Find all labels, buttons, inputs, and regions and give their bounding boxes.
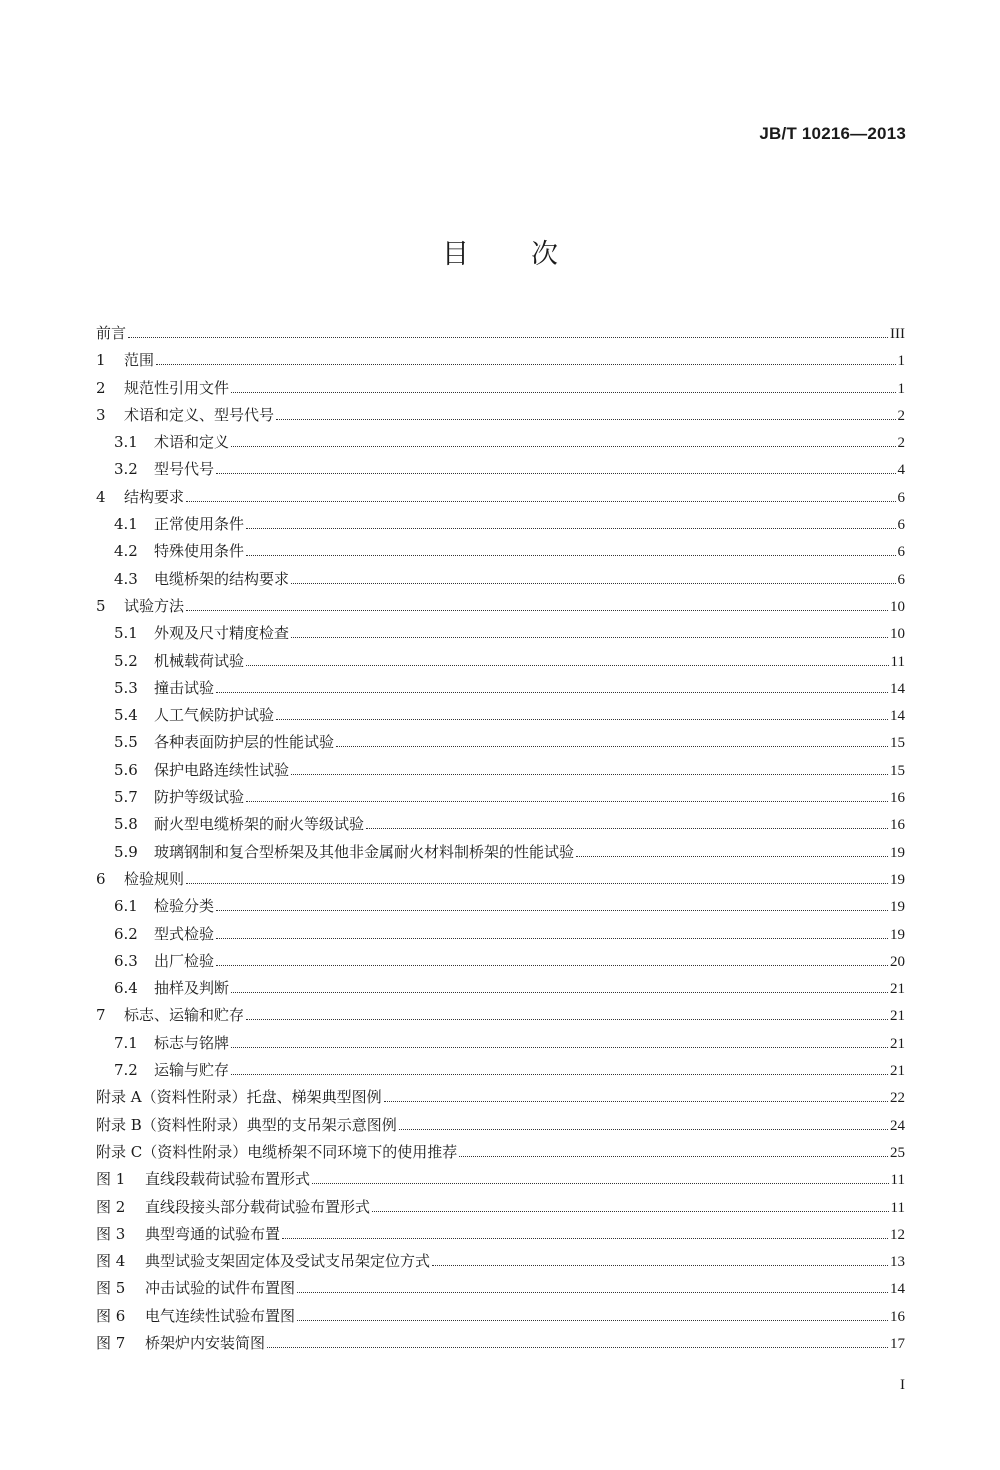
entry-page-number: 6 [897,489,905,506]
toc-entry[interactable] [96,702,905,729]
toc-entry[interactable] [96,948,905,975]
entry-label: 玻璃钢制和复合型桥架及其他非金属耐火材料制桥架的性能试验 [154,842,575,861]
page-number: I [900,1377,905,1393]
entry-number: 7.1 [114,1033,138,1052]
entry-page-number: 14 [890,708,905,725]
entry-page-number: 13 [890,1254,905,1271]
entry-label: 术语和定义、型号代号 [124,405,275,424]
entry-number: 5.3 [114,678,138,697]
dot-leader [366,828,888,829]
dot-leader [576,856,888,857]
entry-page-number: 21 [890,1035,905,1052]
toc-entry[interactable] [96,648,905,675]
dot-leader [384,1101,888,1102]
dot-leader [216,910,888,911]
dot-leader [156,364,895,365]
toc-entry[interactable] [96,620,905,647]
entry-page-number: 4 [897,462,905,479]
dot-leader [231,446,895,447]
entry-number: 1 [96,351,106,370]
entry-label: 检验分类 [154,897,215,916]
dot-leader [186,883,888,884]
entry-number: 图 7 [96,1333,126,1352]
entry-page-number: 2 [897,435,905,452]
entry-label: 保护电路连续性试验 [154,760,290,779]
entry-page-number: 15 [890,735,905,752]
entry-number: 5.9 [114,842,138,861]
table-of-contents [96,320,905,1357]
entry-label: 直线段接头部分载荷试验布置形式 [145,1197,371,1216]
entry-label: 耐火型电缆桥架的耐火等级试验 [154,815,365,834]
entry-number: 5.8 [114,815,138,834]
dot-leader [291,774,888,775]
entry-page-number: 24 [890,1117,905,1134]
entry-page-number: 6 [897,571,905,588]
entry-number: 6 [96,869,106,888]
toc-entry[interactable] [96,566,905,593]
entry-label: 范围 [124,351,155,370]
entry-page-number: 19 [890,926,905,943]
entry-number: 4.1 [114,515,138,534]
dot-leader [246,555,895,556]
entry-label: 桥架炉内安装简图 [145,1333,266,1352]
entry-number: 7 [96,1006,106,1025]
entry-number: 7.2 [114,1061,138,1080]
figure-entry[interactable] [96,1275,905,1302]
toc-entry[interactable] [96,429,905,456]
dot-leader [186,610,888,611]
entry-label: 冲击试验的试件布置图 [145,1279,296,1298]
entry-number: 3.2 [114,460,138,479]
entry-page-number: 10 [890,598,905,615]
toc-entry[interactable] [96,975,905,1002]
figure-entry[interactable] [96,1330,905,1357]
dot-leader [216,938,888,939]
entry-label: 型式检验 [154,924,215,943]
entry-page-number: 10 [890,626,905,643]
title-char-1: 目 [442,239,469,270]
entry-label: 正常使用条件 [154,515,245,534]
entry-number: 图 5 [96,1279,126,1298]
entry-label: 撞击试验 [154,678,215,697]
entry-label: 型号代号 [154,460,215,479]
dot-leader [246,665,889,666]
figure-entry[interactable] [96,1303,905,1330]
entry-page-number: 19 [890,844,905,861]
toc-entry[interactable] [96,1057,905,1084]
dot-leader [459,1156,888,1157]
toc-entry[interactable] [96,866,905,893]
entry-label: 特殊使用条件 [154,542,245,561]
toc-entry[interactable] [96,1139,905,1166]
entry-label: 术语和定义 [154,433,230,452]
dot-leader [291,637,888,638]
entry-number: 图 2 [96,1197,126,1216]
toc-entry[interactable] [96,757,905,784]
dot-leader [231,1074,888,1075]
entry-page-number: 25 [890,1144,905,1161]
entry-label: 外观及尺寸精度检查 [154,624,290,643]
toc-entry[interactable] [96,320,905,347]
dot-leader [246,1019,888,1020]
entry-number: 4.2 [114,542,138,561]
entry-label: 标志、运输和贮存 [124,1006,245,1025]
entry-number: 6.1 [114,897,138,916]
entry-page-number: 2 [897,407,905,424]
toc-entry[interactable] [96,811,905,838]
entry-label: 人工气候防护试验 [154,706,275,725]
entry-number: 3.1 [114,433,138,452]
dot-leader [246,528,895,529]
toc-entry[interactable] [96,893,905,920]
entry-label: 电缆桥架的结构要求 [154,569,290,588]
entry-label: 结构要求 [124,487,185,506]
entry-label: 电气连续性试验布置图 [145,1306,296,1325]
toc-entry[interactable] [96,839,905,866]
entry-number: 5.2 [114,651,138,670]
toc-entry[interactable] [96,456,905,483]
figure-entry[interactable] [96,1221,905,1248]
dot-leader [291,583,895,584]
entry-label: 抽样及判断 [154,979,230,998]
entry-page-number: 16 [890,817,905,834]
toc-entry[interactable] [96,375,905,402]
dot-leader [432,1265,888,1266]
entry-page-number: 11 [890,1172,905,1189]
figure-entry[interactable] [96,1194,905,1221]
entry-label: 试验方法 [124,596,185,615]
toc-entry[interactable] [96,484,905,511]
toc-entry[interactable] [96,347,905,374]
entry-label: 前言 [96,324,127,342]
entry-page-number: 21 [890,981,905,998]
dot-leader [399,1129,888,1130]
toc-entry[interactable] [96,675,905,702]
toc-entry[interactable] [96,1030,905,1057]
entry-page-number: 21 [890,1063,905,1080]
entry-page-number: 19 [890,871,905,888]
entry-number: 6.2 [114,924,138,943]
toc-entry[interactable] [96,402,905,429]
entry-number: 5.4 [114,706,138,725]
entry-page-number: 15 [890,762,905,779]
entry-number: 图 1 [96,1170,126,1189]
entry-label: 典型试验支架固定体及受试支吊架定位方式 [145,1252,431,1271]
entry-page-number: 1 [897,380,905,397]
entry-number: 5.1 [114,624,138,643]
entry-label: 机械载荷试验 [154,651,245,670]
entry-page-number: 17 [890,1335,905,1352]
entry-number: 3 [96,405,106,424]
dot-leader [216,473,895,474]
entry-number: 6.4 [114,979,138,998]
entry-label: 运输与贮存 [154,1061,230,1080]
dot-leader [231,392,895,393]
entry-label: 各种表面防护层的性能试验 [154,733,335,752]
toc-entry[interactable] [96,1002,905,1029]
figure-entry[interactable] [96,1166,905,1193]
toc-entry[interactable] [96,729,905,756]
entry-page-number: 21 [890,1008,905,1025]
entry-number: 图 6 [96,1306,126,1325]
entry-label: 附录 B（资料性附录）典型的支吊架示意图例 [96,1115,397,1134]
dot-leader [246,801,888,802]
entry-page-number: 14 [890,680,905,697]
entry-page-number: 19 [890,899,905,916]
entry-number: 图 4 [96,1252,126,1271]
entry-number: 2 [96,378,106,397]
entry-label: 标志与铭牌 [154,1033,230,1052]
toc-entry[interactable] [96,593,905,620]
entry-page-number: 6 [897,517,905,534]
dot-leader [231,992,888,993]
dot-leader [336,746,888,747]
entry-number: 图 3 [96,1224,126,1243]
dot-leader [231,1047,888,1048]
entry-label: 典型弯通的试验布置 [145,1224,281,1243]
dot-leader [216,692,888,693]
entry-page-number: 12 [890,1226,905,1243]
toc-entry[interactable] [96,511,905,538]
entry-number: 5 [96,596,106,615]
entry-number: 4.3 [114,569,138,588]
entry-page-number: 20 [890,953,905,970]
entry-number: 6.3 [114,951,138,970]
page-title [0,232,1000,271]
entry-page-number: III [890,326,905,342]
dot-leader [297,1292,888,1293]
entry-label: 附录 A（资料性附录）托盘、梯架典型图例 [96,1088,382,1107]
dot-leader [128,337,888,338]
dot-leader [276,419,895,420]
entry-label: 出厂检验 [154,951,215,970]
toc-entry[interactable] [96,1084,905,1111]
entry-label: 防护等级试验 [154,788,245,807]
toc-entry[interactable] [96,1112,905,1139]
entry-page-number: 11 [890,653,905,670]
entry-number: 4 [96,487,106,506]
dot-leader [312,1183,889,1184]
dot-leader [372,1211,889,1212]
dot-leader [216,965,888,966]
toc-entry[interactable] [96,921,905,948]
entry-page-number: 1 [897,353,905,370]
entry-page-number: 6 [897,544,905,561]
dot-leader [282,1238,888,1239]
title-char-2: 次 [531,239,558,270]
entry-label: 检验规则 [124,869,185,888]
dot-leader [297,1320,888,1321]
entry-label: 直线段载荷试验布置形式 [145,1170,311,1189]
entry-page-number: 22 [890,1090,905,1107]
entry-page-number: 14 [890,1281,905,1298]
entry-number: 5.6 [114,760,138,779]
entry-label: 附录 C（资料性附录）电缆桥架不同环境下的使用推荐 [96,1142,458,1161]
dot-leader [186,501,895,502]
dot-leader [267,1347,888,1348]
entry-number: 5.7 [114,788,138,807]
toc-entry[interactable] [96,784,905,811]
toc-entry[interactable] [96,538,905,565]
entry-label: 规范性引用文件 [124,378,230,397]
document-code: JB/T 10216—2013 [759,124,906,143]
entry-page-number: 11 [890,1199,905,1216]
entry-page-number: 16 [890,790,905,807]
entry-page-number: 16 [890,1308,905,1325]
figure-entry[interactable] [96,1248,905,1275]
dot-leader [276,719,888,720]
entry-number: 5.5 [114,733,138,752]
